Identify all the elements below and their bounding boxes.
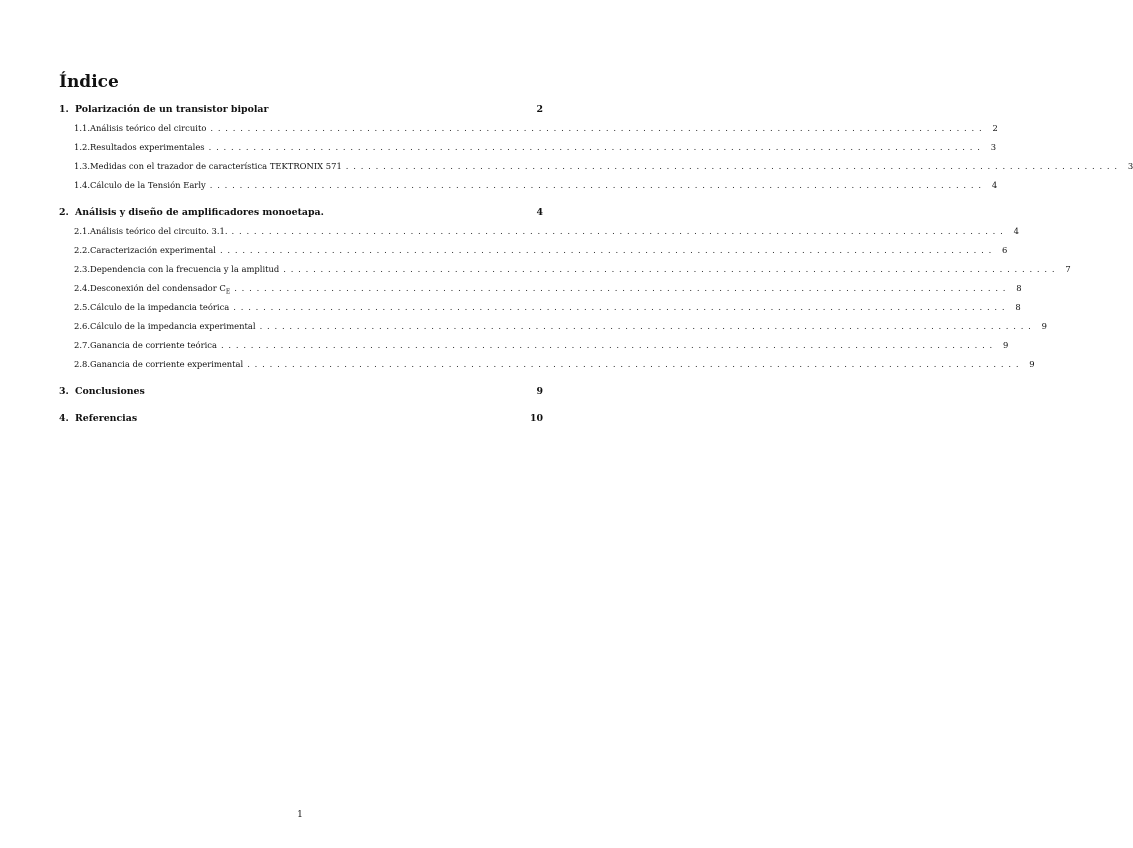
toc-subsection[interactable] [59,226,1019,245]
subsection-title [90,283,230,296]
leader-dots: ........................................................................................................ [259,321,1036,331]
leader-dots: ........................................................................................................ [234,283,1011,293]
section-title: Referencias [75,413,138,424]
leader-dots: ........................................................................................................ [283,264,1060,274]
section-number: 4. [59,413,69,424]
toc-subsection[interactable] [59,264,1071,283]
toc-subsection[interactable] [59,302,1021,321]
leader-dots: ........................................................................................................ [209,180,986,190]
subsection-number: 2.8. [74,359,90,369]
toc-section[interactable] [59,104,543,123]
subsection-title: Análisis teórico del circuito. 3.1. [89,226,228,236]
subsection-title: Cálculo de la impedancia teórica [89,302,230,312]
subsection-number: 1.3. [74,161,90,171]
leader-dots: ........................................................................................................ [231,226,1008,236]
toc-subsection[interactable] [59,359,1035,378]
leader-dots: ........................................................................................................ [208,142,985,152]
subsection-title: Análisis teórico del circuito [89,123,207,133]
section-number: 2. [59,207,69,218]
section-title: Polarización de un transistor bipolar [75,104,269,115]
subsection-number: 2.5. [74,302,90,312]
section-number: 3. [59,386,69,397]
toc-subsection[interactable] [59,123,998,142]
toc-subsection[interactable] [59,321,1047,340]
subsection-page: 6 [1002,245,1008,255]
section-page: 9 [536,386,543,397]
section-page: 10 [529,413,543,424]
leader-dots: ........................................................................................................ [233,302,1010,312]
subsection-page: 8 [1015,302,1021,312]
toc-subsection[interactable] [59,340,1009,359]
subsection-title: Resultados experimentales [89,142,205,152]
subsection-page: 4 [1013,226,1019,236]
table-of-contents [59,104,1133,432]
subsection-page: 2 [992,123,998,133]
toc-subsection[interactable] [59,161,1133,180]
leader-dots: ........................................................................................................ [219,245,997,255]
toc-subsection[interactable] [59,180,998,199]
subsection-page: 3 [990,142,997,152]
section-page: 2 [536,104,543,115]
subsection-number: 2.4. [74,283,90,293]
leader-dots: ........................................................................................................ [247,359,1024,369]
subsection-number: 1.4. [74,180,90,190]
subsection-page: 8 [1016,283,1022,293]
section-page: 4 [536,207,543,218]
subsection-page: 7 [1065,264,1071,274]
subsection-number: 2.7. [74,340,90,350]
leader-dots: ........................................................................................................ [210,123,987,133]
subsection-number: 1.2. [74,142,90,152]
section-title: Análisis y diseño de amplificadores monoetapa. [75,207,324,218]
subsection-page: 4 [991,180,998,190]
subsection-title: Ganancia de corriente teórica [89,340,217,350]
subsection-page: 9 [1041,321,1047,331]
leader-dots: ........................................................................................................ [345,161,1122,171]
toc-subsection[interactable] [59,283,1022,302]
subsection-title: Caracterización experimental [89,245,216,255]
toc-section[interactable] [59,386,543,405]
toc-section[interactable] [59,413,543,432]
subsection-title: Dependencia con la frecuencia y la amplitud [89,264,280,274]
subsection-number: 2.6. [74,321,90,331]
subsection-title: Ganancia de corriente experimental [89,359,244,369]
subsection-page: 3 [1127,161,1133,171]
toc-subsection[interactable] [59,142,997,161]
subsection-number: 1.1. [74,123,90,133]
subsection-title: Cálculo de la impedancia experimental [89,321,256,331]
subsection-title-text: Desconexión del condensador C [89,283,226,293]
section-number: 1. [59,104,69,115]
subsection-page: 9 [1029,359,1035,369]
subsection-title: Cálculo de la Tensión Early [89,180,206,190]
subsection-number: 2.3. [74,264,90,274]
leader-dots: ........................................................................................................ [220,340,998,350]
toc-section[interactable] [59,207,543,226]
page-number: 1 [297,810,303,820]
subsection-number: 2.1. [74,226,90,236]
subscript: E [225,288,231,296]
toc-heading: Índice [59,72,119,92]
section-title: Conclusiones [75,386,145,397]
subsection-number: 2.2. [74,245,90,255]
toc-subsection[interactable] [59,245,1008,264]
subsection-title: Medidas con el trazador de característica TEKTRONIX 571 [89,161,342,171]
subsection-page: 9 [1003,340,1009,350]
